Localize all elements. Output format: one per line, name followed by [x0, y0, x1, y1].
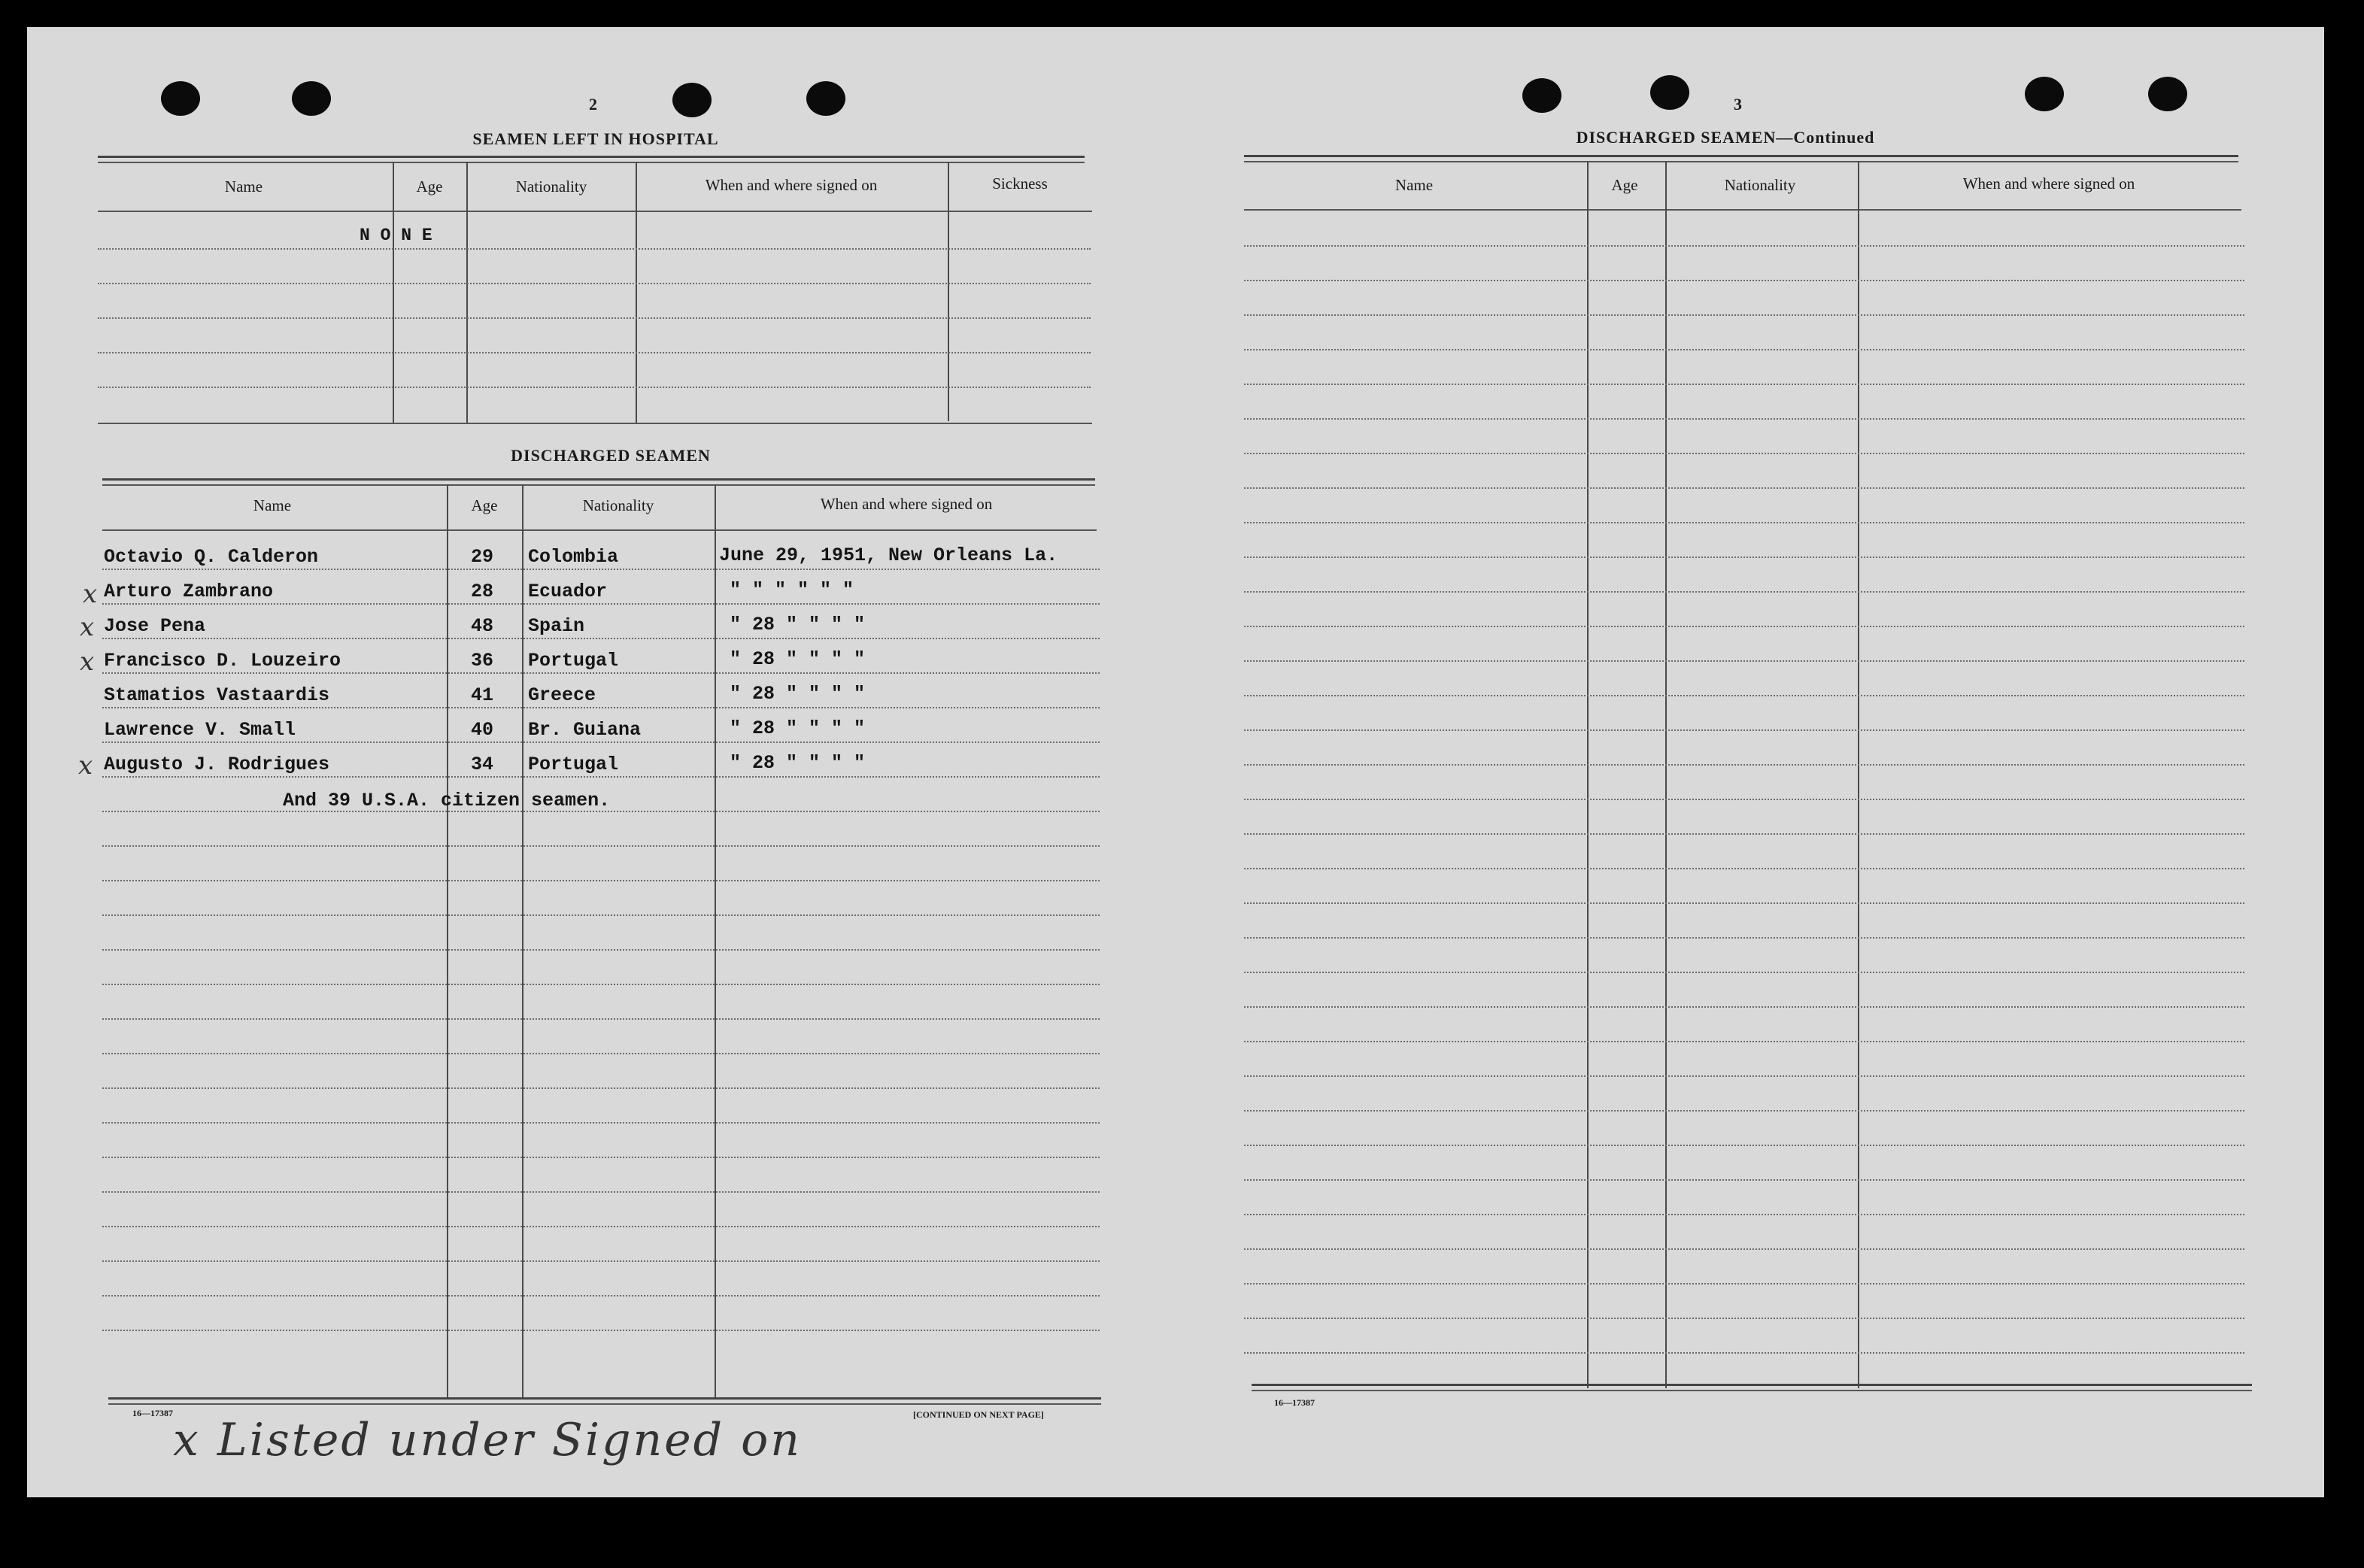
ruled-line	[1244, 1145, 2244, 1146]
tick-mark: x	[80, 612, 95, 642]
ruled-line	[1244, 937, 2244, 939]
right-col-age: Age	[1611, 176, 1638, 194]
seaman-nationality: Ecuador	[528, 581, 608, 602]
ruled-line	[102, 776, 1100, 778]
ruled-line	[1244, 418, 2244, 420]
handwritten-note: x Listed under Signed on	[173, 1414, 802, 1466]
hospital-col-age: Age	[416, 177, 443, 196]
ruled-line	[1244, 1318, 2244, 1319]
ruled-line	[1244, 1179, 2244, 1181]
ruled-line	[1244, 384, 2244, 385]
hospital-title: SEAMEN LEFT IN HOSPITAL	[472, 129, 719, 148]
seaman-age: 41	[471, 684, 494, 706]
ruled-line	[102, 672, 1100, 674]
ruled-line	[102, 638, 1100, 639]
continued-note: [CONTINUED ON NEXT PAGE]	[913, 1409, 1044, 1420]
tick-mark: x	[80, 647, 95, 677]
seaman-nationality: Colombia	[528, 546, 619, 568]
seaman-signed-on: " 28 " " " "	[730, 752, 866, 774]
ruled-line	[102, 707, 1100, 708]
seaman-name: Jose Pena	[104, 615, 206, 637]
ruled-line	[102, 1330, 1100, 1331]
ruled-line	[1244, 314, 2244, 316]
punch-hole-4	[806, 81, 845, 116]
ruled-line	[102, 1018, 1100, 1020]
seaman-signed-on: " 28 " " " "	[730, 614, 866, 635]
ruled-line	[102, 742, 1100, 743]
ruled-line	[1244, 764, 2244, 766]
ruled-line	[1244, 1283, 2244, 1284]
tick-mark: x	[78, 751, 93, 781]
ruled-line	[1244, 591, 2244, 593]
left-form-number: 16—17387	[132, 1408, 173, 1418]
ruled-line	[102, 1226, 1100, 1227]
right-title	[1577, 128, 1875, 147]
ruled-line	[102, 845, 1100, 847]
ruled-line	[1244, 833, 2244, 835]
right-title-main: DISCHARGED SEAMEN	[1576, 128, 1777, 147]
punch-hole-5	[1522, 78, 1561, 113]
seaman-signed-on: " " " " " "	[730, 579, 854, 601]
seaman-age: 40	[471, 719, 494, 741]
tick-mark: x	[83, 579, 98, 609]
ruled-line	[1244, 1006, 2244, 1008]
seaman-name: Francisco D. Louzeiro	[104, 650, 341, 672]
ruled-line	[1244, 799, 2244, 800]
right-col-nationality: Nationality	[1724, 176, 1796, 194]
hospital-col-name: Name	[224, 177, 263, 196]
seaman-age: 34	[471, 754, 494, 775]
seaman-signed-on: June 29, 1951, New Orleans La.	[719, 544, 1058, 566]
seaman-signed-on: " 28 " " " "	[730, 717, 866, 739]
seaman-nationality: Br. Guiana	[528, 719, 642, 741]
ruled-line	[1244, 487, 2244, 489]
hospital-none-entry: N O N E	[360, 226, 432, 245]
right-col-signed-on: When and where signed on	[1962, 174, 2135, 193]
ruled-line	[102, 1157, 1100, 1158]
seaman-signed-on: " 28 " " " "	[730, 648, 866, 670]
right-title-suffix: —Continued	[1776, 128, 1875, 147]
hospital-col-signed-on: When and where signed on	[705, 176, 878, 194]
ruled-line	[1244, 522, 2244, 523]
ruled-line	[1244, 695, 2244, 696]
seaman-signed-on: " 28 " " " "	[730, 683, 866, 705]
citizen-seamen-note: And 39 U.S.A. citizen seamen.	[283, 790, 611, 811]
discharged-col-age: Age	[471, 496, 498, 514]
ruled-line	[1244, 868, 2244, 869]
ruled-line	[102, 1191, 1100, 1193]
ruled-line	[102, 1087, 1100, 1089]
ruled-line	[1244, 280, 2244, 281]
ruled-line	[1244, 1214, 2244, 1215]
ruled-line	[1244, 660, 2244, 662]
seaman-name: Octavio Q. Calderon	[104, 546, 319, 568]
seaman-age: 29	[471, 546, 494, 568]
discharged-col-signed-on: When and where signed on	[820, 495, 993, 513]
ruled-line	[1244, 557, 2244, 558]
punch-hole-7	[2025, 77, 2064, 111]
seaman-nationality: Greece	[528, 684, 596, 706]
right-col-name: Name	[1394, 176, 1434, 194]
ruled-line	[1244, 1041, 2244, 1042]
ruled-line	[1244, 972, 2244, 973]
punch-hole-3	[672, 83, 712, 117]
right-page-number: 3	[1734, 95, 1742, 114]
seaman-name: Lawrence V. Small	[104, 719, 296, 741]
ruled-line	[102, 880, 1100, 881]
hospital-col-nationality: Nationality	[515, 177, 587, 196]
punch-hole-1	[161, 81, 200, 116]
ruled-line	[102, 949, 1100, 951]
ruled-line	[102, 1295, 1100, 1297]
seaman-nationality: Portugal	[528, 650, 619, 672]
discharged-title: DISCHARGED SEAMEN	[511, 446, 711, 465]
ruled-line	[1244, 349, 2244, 350]
ruled-line	[102, 984, 1100, 985]
discharged-col-nationality: Nationality	[582, 496, 654, 514]
ruled-line	[1244, 245, 2244, 247]
seaman-age: 48	[471, 615, 494, 637]
ruled-line	[102, 1053, 1100, 1054]
ruled-line	[102, 603, 1100, 605]
ruled-line	[1244, 1075, 2244, 1077]
ruled-line	[1244, 1248, 2244, 1250]
ruled-line	[1244, 729, 2244, 731]
ruled-line	[1244, 1352, 2244, 1354]
ruled-line	[102, 1122, 1100, 1124]
ruled-line	[102, 569, 1100, 570]
punch-hole-2	[292, 81, 331, 116]
ruled-line	[1244, 1110, 2244, 1112]
discharged-col-name: Name	[253, 496, 292, 514]
hospital-col-sickness: Sickness	[992, 174, 1048, 193]
seaman-name: Stamatios Vastaardis	[104, 684, 330, 706]
punch-hole-6	[1650, 75, 1689, 110]
ruled-line	[1244, 902, 2244, 904]
seaman-age: 28	[471, 581, 494, 602]
seaman-name: Arturo Zambrano	[104, 581, 274, 602]
seaman-nationality: Portugal	[528, 754, 619, 775]
ruled-line	[102, 1260, 1100, 1262]
left-page-number: 2	[589, 95, 597, 114]
ruled-line	[1244, 453, 2244, 454]
ruled-line	[102, 914, 1100, 916]
right-form-number: 16—17387	[1274, 1397, 1315, 1408]
seaman-name: Augusto J. Rodrigues	[104, 754, 330, 775]
punch-hole-8	[2148, 77, 2187, 111]
seaman-age: 36	[471, 650, 494, 672]
seaman-nationality: Spain	[528, 615, 585, 637]
ruled-line	[1244, 626, 2244, 627]
